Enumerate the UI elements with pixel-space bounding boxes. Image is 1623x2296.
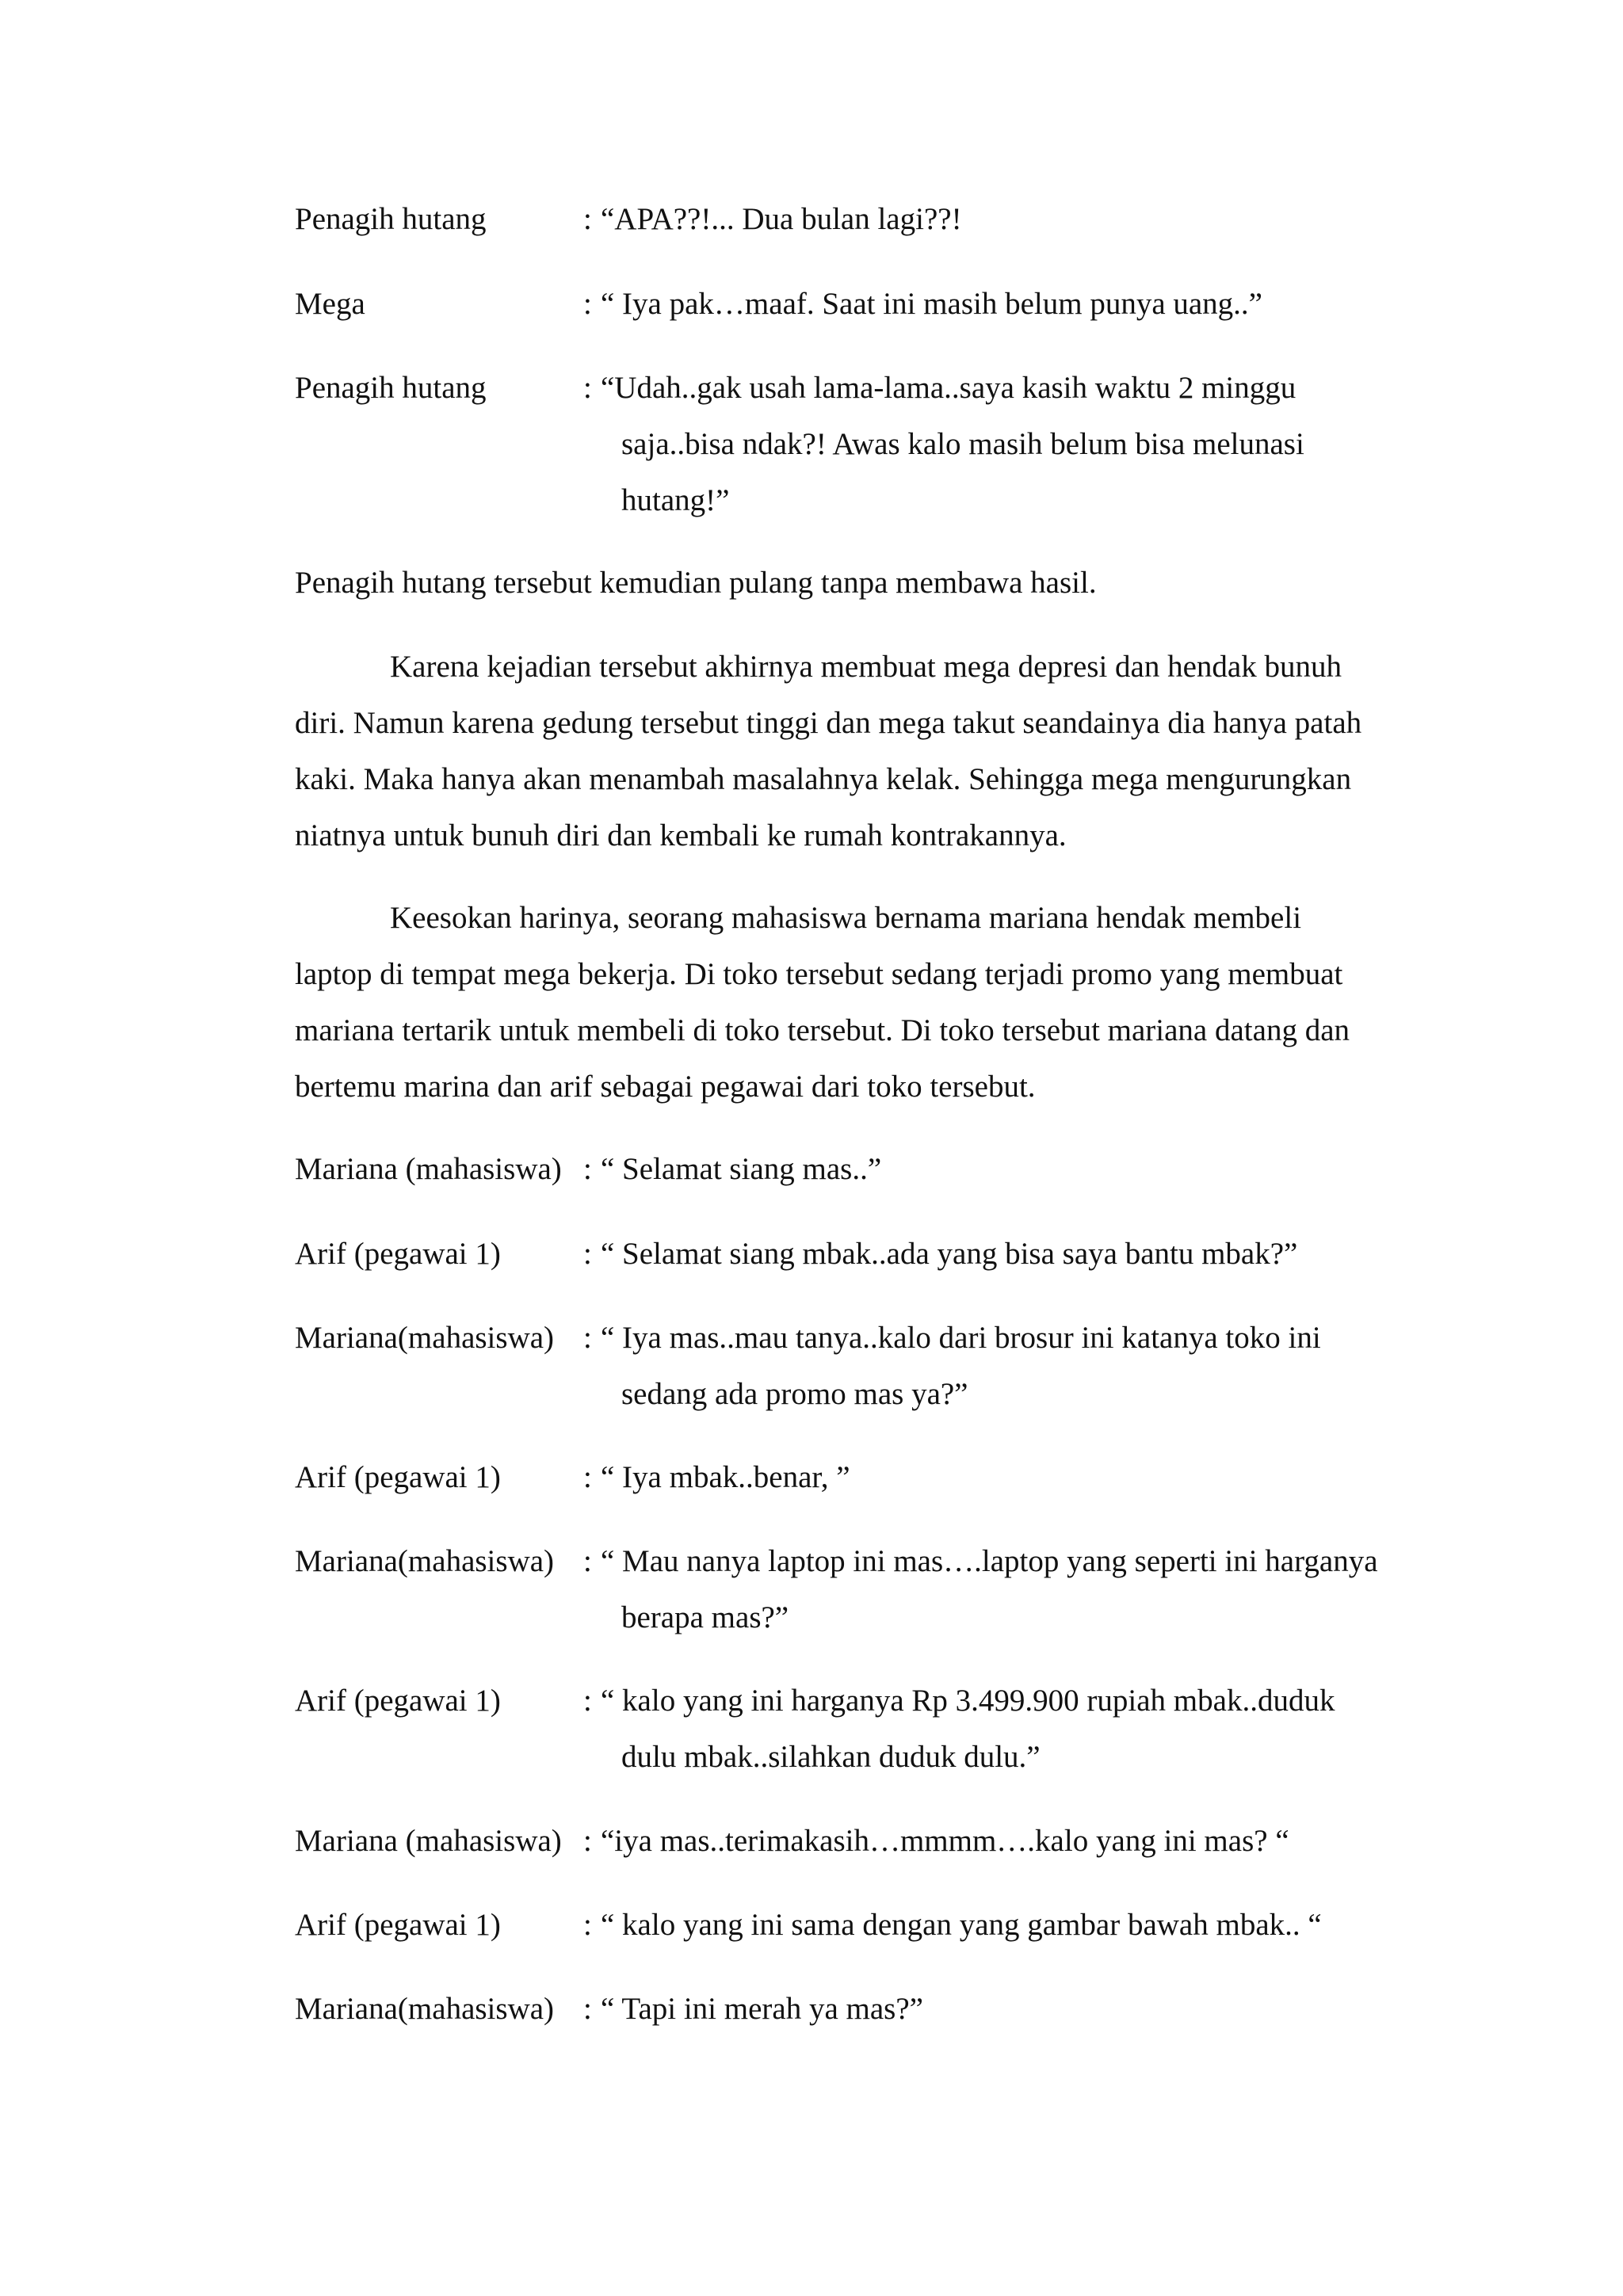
speech-text bbox=[601, 1897, 1433, 1953]
speech-text bbox=[601, 1533, 1433, 1646]
speech-line: “iya mas..terimakasih…mmmm….kalo yang ini mas? “ bbox=[601, 1824, 1289, 1858]
speech-line: “ Iya pak…maaf. Saat ini masih belum punya uang..” bbox=[601, 287, 1262, 321]
paragraph-line: Keesokan harinya, seorang mahasiswa bernama mariana hendak membeli bbox=[390, 901, 1302, 935]
speaker-name: Arif (pegawai 1) bbox=[295, 1237, 501, 1271]
speech-line: “Udah..gak usah lama-lama..saya kasih waktu 2 minggu bbox=[601, 371, 1296, 405]
speech-text bbox=[601, 1672, 1433, 1785]
narration bbox=[295, 555, 1428, 611]
speaker-colon: : bbox=[583, 1908, 592, 1942]
paragraph bbox=[295, 639, 1428, 864]
speaker-name: Mega bbox=[295, 287, 365, 321]
speaker-colon: : bbox=[583, 1460, 592, 1494]
speaker-name: Penagih hutang bbox=[295, 371, 487, 405]
speech-line: dulu mbak..silahkan duduk dulu.” bbox=[621, 1740, 1041, 1774]
speech-text bbox=[601, 276, 1433, 332]
speech-text bbox=[601, 191, 1433, 247]
speech-line: “ Mau nanya laptop ini mas….laptop yang seperti ini harganya bbox=[601, 1544, 1378, 1578]
speech-text bbox=[601, 1813, 1433, 1869]
speaker-colon: : bbox=[583, 1824, 592, 1858]
speaker-name: Mariana (mahasiswa) bbox=[295, 1824, 562, 1858]
speech-line: “ kalo yang ini harganya Rp 3.499.900 rupiah mbak..duduk bbox=[601, 1684, 1335, 1718]
speaker-colon: : bbox=[583, 202, 592, 236]
speaker-name: Mariana (mahasiswa) bbox=[295, 1152, 562, 1186]
speaker-name: Arif (pegawai 1) bbox=[295, 1684, 501, 1718]
speaker-colon: : bbox=[583, 371, 592, 405]
narration-line: Penagih hutang tersebut kemudian pulang tanpa membawa hasil. bbox=[295, 566, 1097, 600]
speech-text bbox=[601, 360, 1433, 528]
speaker-name: Penagih hutang bbox=[295, 202, 487, 236]
speech-line: “APA??!... Dua bulan lagi??! bbox=[601, 202, 962, 236]
speech-text bbox=[601, 1449, 1433, 1505]
paragraph-line: kaki. Maka hanya akan menambah masalahnya kelak. Sehingga mega mengurungkan bbox=[295, 762, 1352, 796]
speech-line: saja..bisa ndak?! Awas kalo masih belum bisa melunasi bbox=[621, 427, 1304, 461]
speech-line: hutang!” bbox=[621, 483, 730, 517]
paragraph-line: diri. Namun karena gedung tersebut tinggi dan mega takut seandainya dia hanya patah bbox=[295, 706, 1362, 740]
paragraph-line: bertemu marina dan arif sebagai pegawai dari toko tersebut. bbox=[295, 1070, 1036, 1104]
speech-line: “ Iya mbak..benar, ” bbox=[601, 1460, 850, 1494]
speaker-name: Mariana(mahasiswa) bbox=[295, 1321, 555, 1355]
speaker-colon: : bbox=[583, 1237, 592, 1271]
speaker-name: Arif (pegawai 1) bbox=[295, 1908, 501, 1942]
speech-text bbox=[601, 1226, 1433, 1282]
speech-text bbox=[601, 1141, 1433, 1197]
speaker-name: Arif (pegawai 1) bbox=[295, 1460, 501, 1494]
speech-line: “ Tapi ini merah ya mas?” bbox=[601, 1992, 923, 2026]
speech-text bbox=[601, 1310, 1433, 1422]
paragraph-line: mariana tertarik untuk membeli di toko tersebut. Di toko tersebut mariana datang dan bbox=[295, 1013, 1350, 1047]
speech-text bbox=[601, 1981, 1433, 2037]
speech-line: “ Iya mas..mau tanya..kalo dari brosur ini katanya toko ini bbox=[601, 1321, 1321, 1355]
speech-line: sedang ada promo mas ya?” bbox=[621, 1377, 968, 1411]
paragraph-line: Karena kejadian tersebut akhirnya membuat mega depresi dan hendak bunuh bbox=[390, 650, 1342, 684]
paragraph bbox=[295, 890, 1428, 1115]
speech-line: “ Selamat siang mbak..ada yang bisa saya bantu mbak?” bbox=[601, 1237, 1298, 1271]
speaker-colon: : bbox=[583, 1152, 592, 1186]
speaker-colon: : bbox=[583, 1684, 592, 1718]
speech-line: berapa mas?” bbox=[621, 1600, 789, 1634]
paragraph-line: laptop di tempat mega bekerja. Di toko tersebut sedang terjadi promo yang membuat bbox=[295, 957, 1343, 991]
speaker-colon: : bbox=[583, 1544, 592, 1578]
speaker-name: Mariana(mahasiswa) bbox=[295, 1992, 555, 2026]
speech-line: “ Selamat siang mas..” bbox=[601, 1152, 882, 1186]
speech-line: “ kalo yang ini sama dengan yang gambar bawah mbak.. “ bbox=[601, 1908, 1322, 1942]
speaker-colon: : bbox=[583, 1992, 592, 2026]
speaker-name: Mariana(mahasiswa) bbox=[295, 1544, 555, 1578]
paragraph-line: niatnya untuk bunuh diri dan kembali ke rumah kontrakannya. bbox=[295, 818, 1067, 852]
speaker-colon: : bbox=[583, 1321, 592, 1355]
speaker-colon: : bbox=[583, 287, 592, 321]
